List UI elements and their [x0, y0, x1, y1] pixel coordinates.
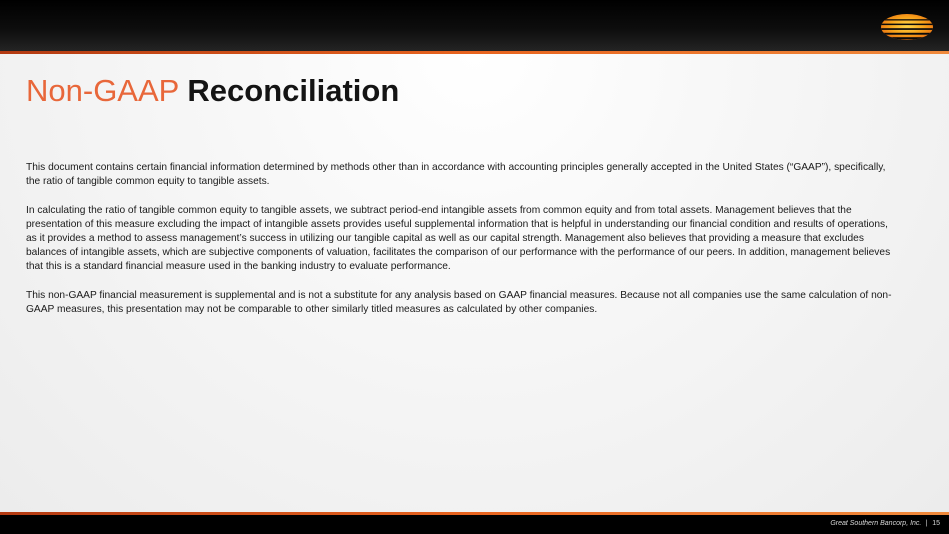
paragraph-definition: This document contains certain financial information determined by methods other than in accordance with accounting principles generally accepted in the United States (“GAAP”), specifically, the ratio of tangible common equity to tangible assets.	[26, 162, 886, 188]
footer-info	[830, 519, 940, 529]
title-main: Reconciliation	[187, 73, 400, 108]
footer-separator: |	[925, 520, 928, 527]
page-number: 15	[932, 520, 940, 527]
paragraph-calculation: In calculating the ratio of tangible common equity to tangible assets, we subtract period-end intangible assets from common equity and from total assets. Management believes that the presentation of this measure excluding the impact of intangible assets provides useful supplemental information that is helpful in understanding our financial condition and results of operations, as it provides a method to assess management’s success in utilizing our tangible capital as well as our capital strength. Management also believes that providing a measure that excludes balances of intangible assets, which are subjective components of valuation, facilitates the comparison of our performance with the performance of our peers. In addition, management believes that this is a standard financial measure used in the banking industry to evaluate performance.	[26, 204, 891, 273]
title-accent: Non-GAAP	[26, 73, 179, 108]
paragraph-disclaimer: This non-GAAP financial measurement is supplemental and is not a substitute for any analysis based on GAAP financial measures. Because not all companies use the same calculation of non-GAAP measures, this presentation may not be comparable to other similarly titled measures as calculated by other companies.	[26, 289, 892, 315]
page-title	[26, 72, 399, 110]
company-logo-icon	[881, 14, 933, 40]
footer-company-name: Great Southern Bancorp, Inc.	[830, 520, 922, 527]
footer-bar	[0, 515, 949, 534]
top-header-bar	[0, 0, 949, 52]
disclosure-body	[26, 161, 896, 331]
